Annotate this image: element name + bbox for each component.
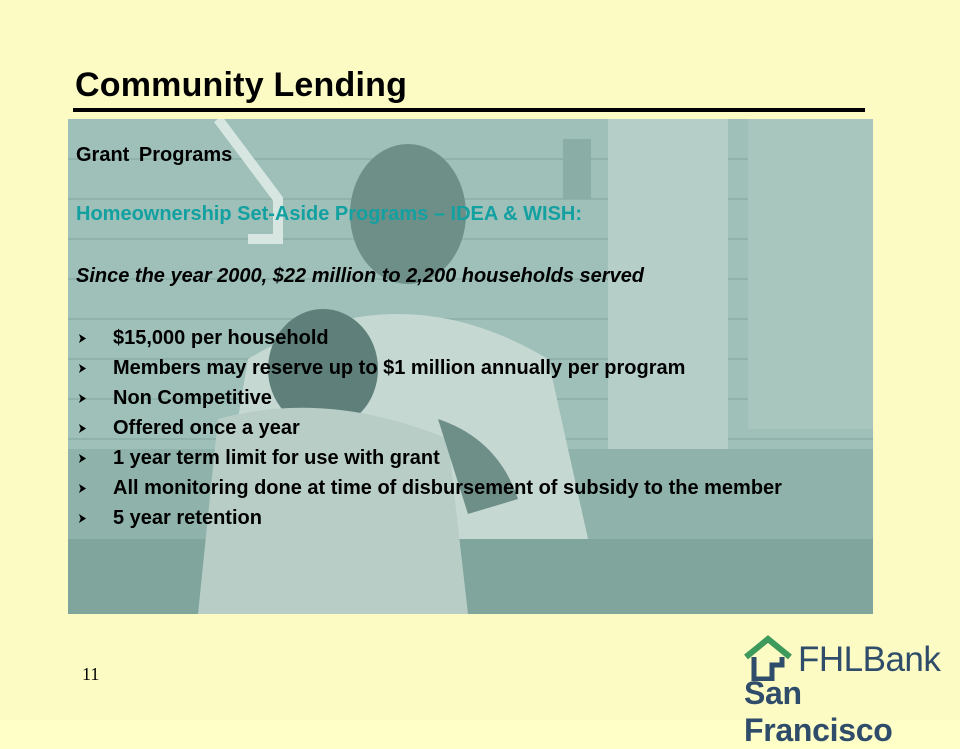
bullet-text: 1 year term limit for use with grant	[113, 447, 440, 469]
page-number: 11	[82, 664, 100, 684]
bullet-text: Members may reserve up to $1 million annually per program	[113, 357, 686, 379]
arrowhead-bullet-icon	[78, 334, 87, 343]
bullet-item	[76, 477, 856, 499]
arrowhead-bullet-icon	[78, 394, 87, 403]
photo-panel	[68, 119, 873, 614]
bullet-item	[76, 357, 856, 379]
bullet-text: Offered once a year	[113, 417, 300, 439]
arrowhead-bullet-icon	[78, 484, 87, 493]
arrowhead-bullet-icon	[78, 424, 87, 433]
program-heading: Homeownership Set-Aside Programs – IDEA & WISH:	[76, 203, 583, 225]
logo-wordmark-san-francisco: San Francisco	[744, 675, 893, 748]
section-heading: Grant Programs	[76, 144, 233, 166]
fhlbank-logo	[742, 632, 942, 748]
bullet-item	[76, 417, 856, 439]
arrowhead-bullet-icon	[78, 514, 87, 523]
arrowhead-bullet-icon	[78, 364, 87, 373]
logo-wordmark-fhlbank: FHLBank	[798, 640, 941, 679]
arrowhead-bullet-icon	[78, 454, 87, 463]
bullet-text: $15,000 per household	[113, 327, 329, 349]
bullet-item	[76, 507, 856, 529]
slide-content	[68, 119, 873, 614]
bullet-text: 5 year retention	[113, 507, 262, 529]
title-underline	[73, 108, 865, 112]
bullet-item	[76, 327, 856, 349]
bullet-item	[76, 387, 856, 409]
bullet-text: Non Competitive	[113, 387, 272, 409]
bullet-text: All monitoring done at time of disbursement of subsidy to the member	[113, 477, 782, 499]
bullet-list	[76, 327, 856, 537]
bullet-item	[76, 447, 856, 469]
slide-title: Community Lending	[75, 66, 408, 104]
summary-line: Since the year 2000, $22 million to 2,200 households served	[76, 265, 645, 287]
